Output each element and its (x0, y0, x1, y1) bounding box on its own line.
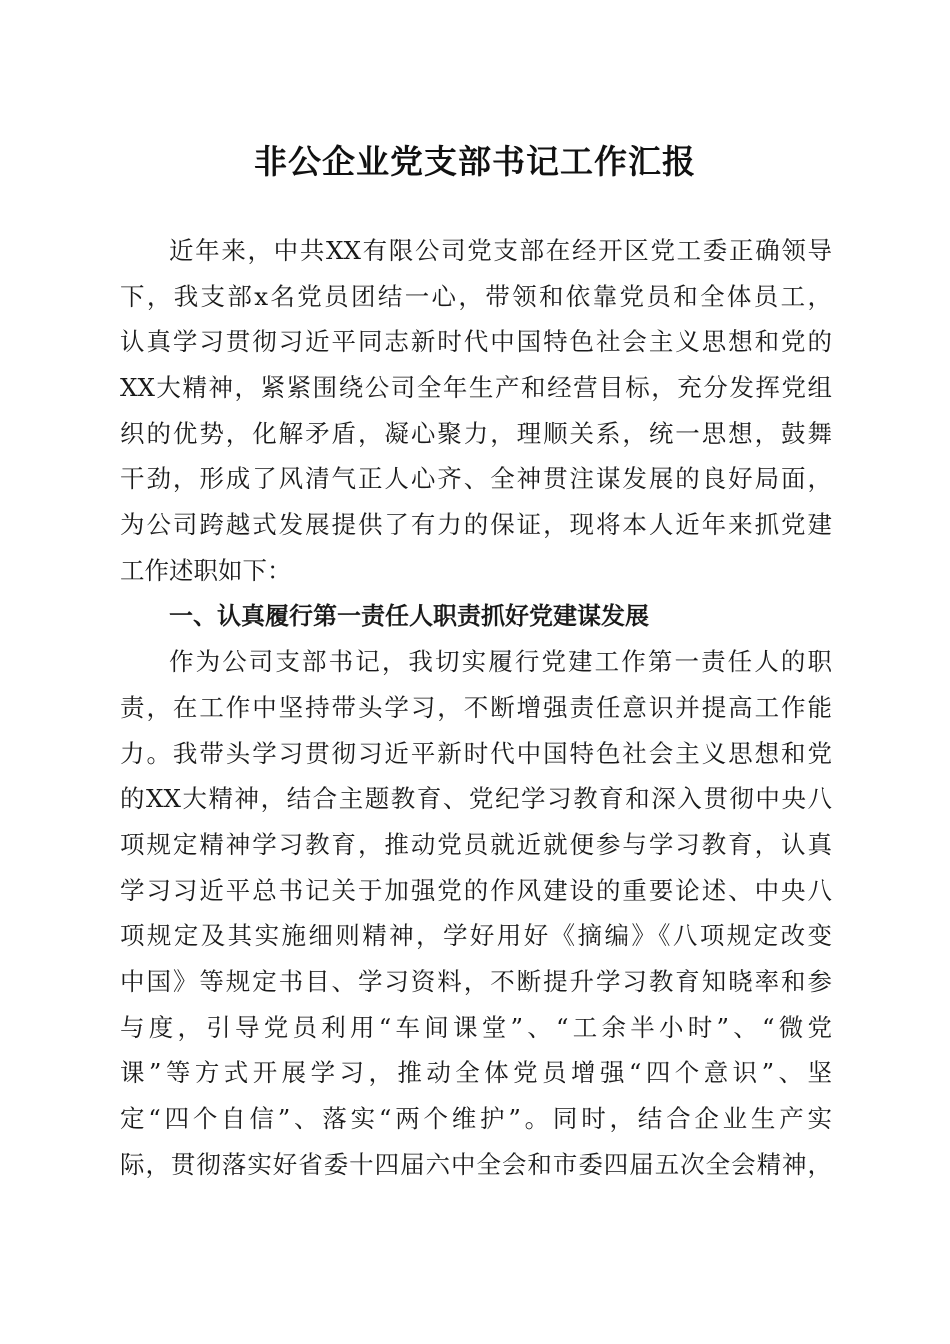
paragraph-line: 课”等方式开展学习，推动全体党员增强“四个意识”、坚 (120, 1058, 832, 1088)
paragraph-line: 近年来，中共XX有限公司党支部在经开区党工委正确领导 (169, 236, 832, 265)
paragraph-line: 力。我带头学习贯彻习近平新时代中国特色社会主义思想和党 (120, 738, 832, 768)
paragraph-line: 项规定精神学习教育，推动党员就近就便参与学习教育，认真 (120, 829, 832, 859)
document-title: 非公企业党支部书记工作汇报 (254, 142, 696, 181)
paragraph-line: 责，在工作中坚持带头学习，不断增强责任意识并提高工作能 (120, 692, 832, 722)
section-heading: 一、认真履行第一责任人职责抓好党建谋发展 (169, 601, 649, 630)
paragraph-line: 项规定及其实施细则精神，学好用好《摘编》《八项规定改变 (120, 921, 832, 951)
paragraph-line: 下，我支部x名党员团结一心，带领和依靠党员和全体员工， (120, 281, 832, 311)
paragraph-line: 际，贯彻落实好省委十四届六中全会和市委四届五次全会精神， (120, 1149, 832, 1179)
paragraph-line: 认真学习贯彻习近平同志新时代中国特色社会主义思想和党的 (120, 327, 832, 357)
paragraph-line: 为公司跨越式发展提供了有力的保证，现将本人近年来抓党建 (120, 510, 832, 540)
paragraph-line: 工作述职如下： (120, 555, 292, 585)
paragraph-line: 的XX大精神，结合主题教育、党纪学习教育和深入贯彻中央八 (120, 784, 832, 814)
paragraph-line: 定“四个自信”、落实“两个维护”。同时，结合企业生产实 (120, 1104, 832, 1134)
paragraph-line: 织的优势，化解矛盾，凝心聚力，理顺关系，统一思想，鼓舞 (120, 418, 832, 448)
paragraph-line: XX大精神，紧紧围绕公司全年生产和经营目标，充分发挥党组 (120, 373, 832, 403)
paragraph-line: 中国》等规定书目、学习资料，不断提升学习教育知晓率和参 (120, 967, 832, 996)
paragraph-line: 与度，引导党员利用“车间课堂”、“工余半小时”、“微党 (120, 1012, 832, 1042)
document-body (120, 228, 832, 1187)
paragraph-line: 作为公司支部书记，我切实履行党建工作第一责任人的职 (169, 647, 832, 677)
paragraph-line: 学习习近平总书记关于加强党的作风建设的重要论述、中央八 (120, 875, 832, 905)
paragraph-line: 干劲，形成了风清气正人心齐、全神贯注谋发展的良好局面， (120, 464, 832, 494)
